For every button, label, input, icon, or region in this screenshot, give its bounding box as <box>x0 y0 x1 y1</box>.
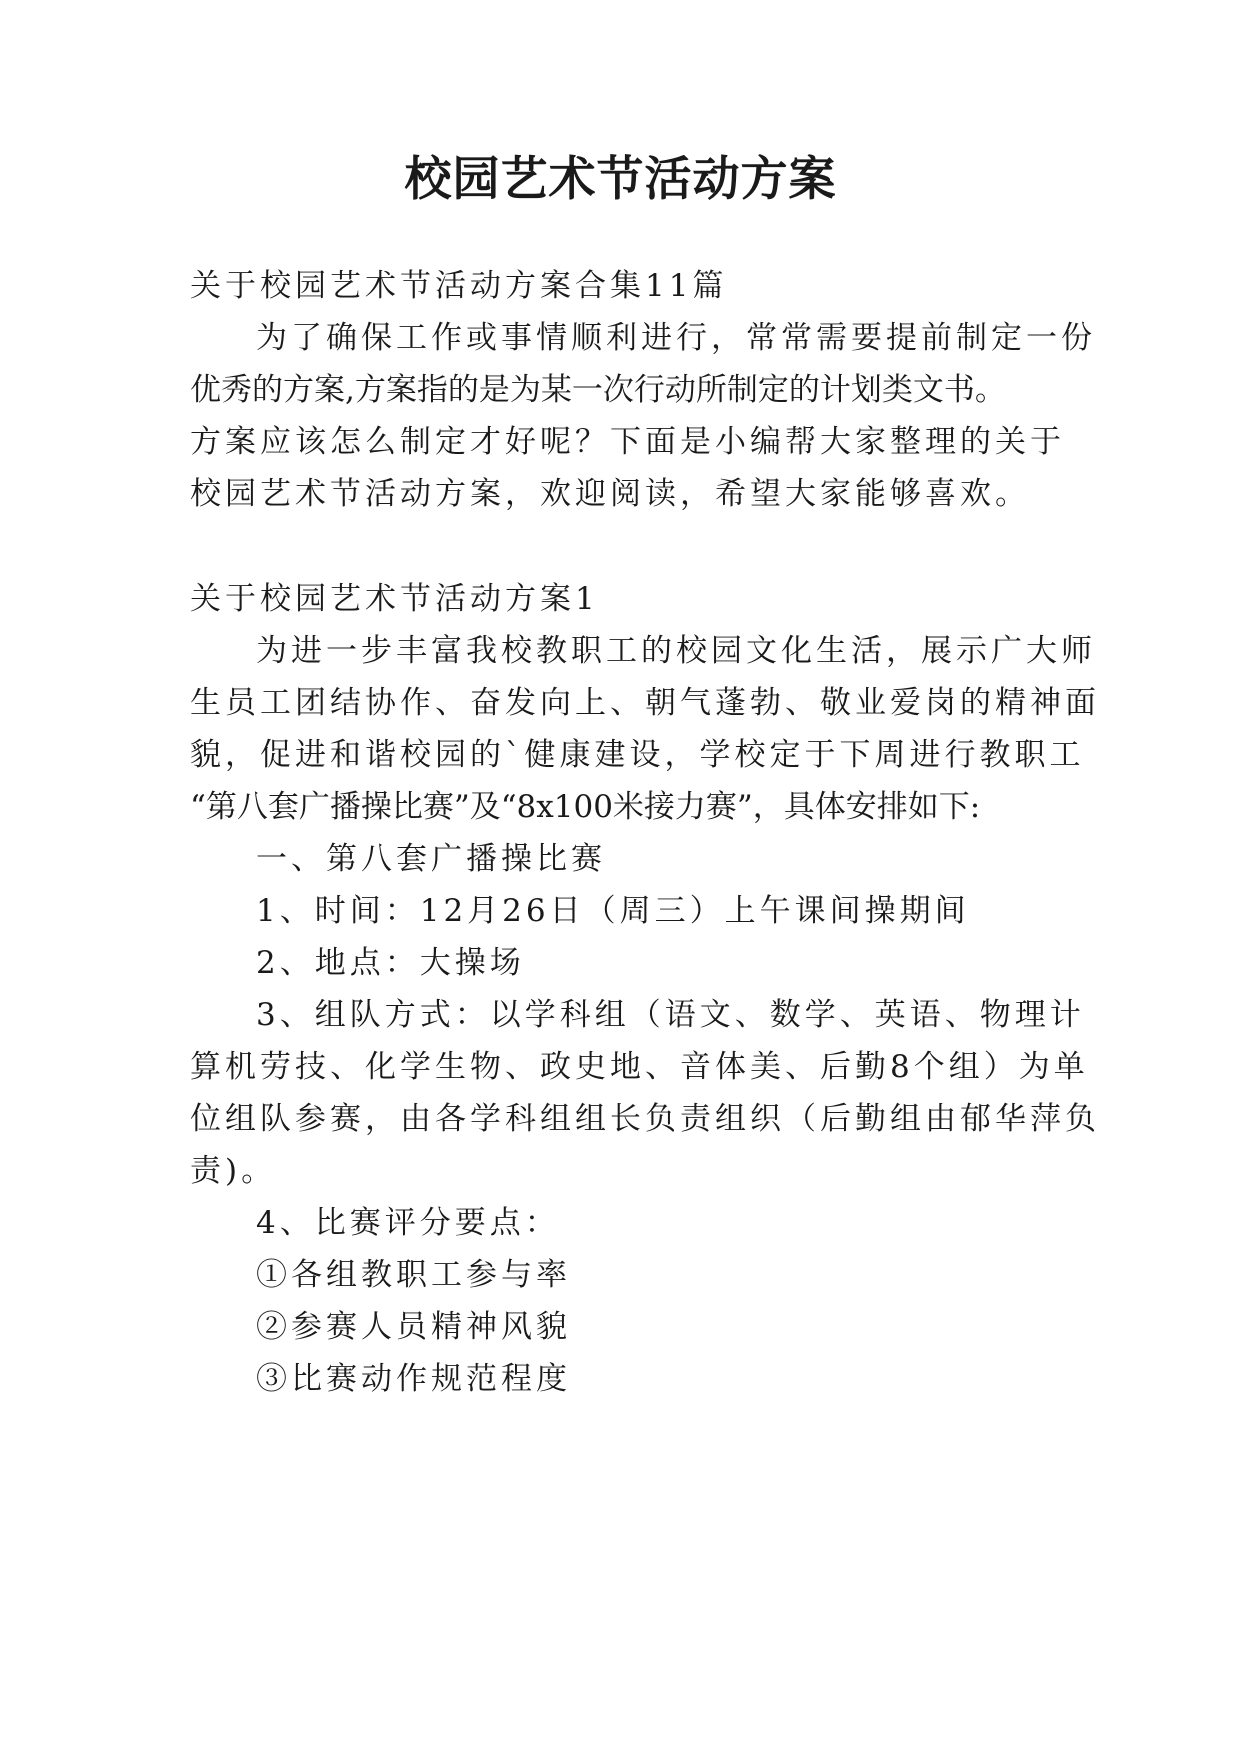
section1-line-2: 生员工团结协作、奋发向上、朝气蓬勃、敬业爱岗的精神面 <box>190 685 1100 721</box>
section1-line-1: 为进一步丰富我校教职工的校园文化生活，展示广大师 <box>256 633 1096 669</box>
intro-heading: 关于校园艺术节活动方案合集11篇 <box>190 268 728 304</box>
item-heading: 一、第八套广播操比赛 <box>256 841 606 877</box>
item-scoring: 4、比赛评分要点： <box>256 1205 560 1241</box>
item-team-line-3: 位组队参赛，由各学科组组长负责组织（后勤组由郁华萍负 <box>190 1101 1100 1137</box>
intro-line-3: 方案应该怎么制定才好呢？下面是小编帮大家整理的关于 <box>190 424 1065 460</box>
scoring-point-3: ③比赛动作规范程度 <box>256 1361 571 1397</box>
item-place: 2、地点：大操场 <box>256 945 525 981</box>
intro-line-1: 为了确保工作或事情顺利进行，常常需要提前制定一份 <box>256 320 1096 356</box>
item-team-line-4: 责)。 <box>190 1153 277 1189</box>
item-time: 1、时间：12月26日（周三）上午课间操期间 <box>256 893 970 929</box>
item-team-line-1: 3、组队方式：以学科组（语文、数学、英语、物理计 <box>256 997 1085 1033</box>
intro-line-2: 优秀的方案,方案指的是为某一次行动所制定的计划类文书。 <box>190 372 1006 408</box>
section1-heading: 关于校园艺术节活动方案1 <box>190 581 599 617</box>
section1-line-3: 貌，促进和谐校园的`健康建设，学校定于下周进行教职工 <box>190 737 1085 773</box>
scoring-point-1: ①各组教职工参与率 <box>256 1257 571 1293</box>
scoring-point-2: ②参赛人员精神风貌 <box>256 1309 571 1345</box>
document-title: 校园艺术节活动方案 <box>404 152 837 207</box>
section1-line-4: “第八套广播操比赛”及“8x100米接力赛”，具体安排如下: <box>190 789 981 825</box>
item-team-line-2: 算机劳技、化学生物、政史地、音体美、后勤8个组）为单 <box>190 1049 1089 1085</box>
intro-line-4: 校园艺术节活动方案，欢迎阅读，希望大家能够喜欢。 <box>190 476 1030 512</box>
